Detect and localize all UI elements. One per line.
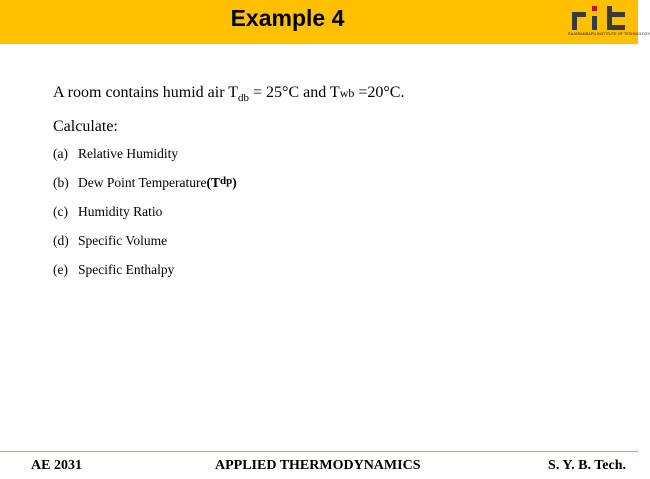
course-code: AE 2031 <box>31 458 82 473</box>
item-text: Humidity Ratio <box>78 204 163 219</box>
item-marker: (a) <box>53 146 68 161</box>
item-text: Relative Humidity <box>78 146 179 161</box>
class-name: S. Y. B. Tech. <box>548 458 626 473</box>
rit-logo-mark <box>568 4 634 32</box>
list-item <box>53 262 237 291</box>
header-bar <box>0 0 650 44</box>
problem-statement <box>53 82 613 104</box>
statement-text-3: =20°C. <box>354 84 405 101</box>
item-text: Specific Enthalpy <box>78 262 175 277</box>
db-subscript: db <box>238 92 250 104</box>
statement-text-2: = 25°C and T <box>249 84 340 101</box>
logo-caption: RAJARAMBAPU INSTITUTE OF TECHNOLOGY <box>568 32 650 36</box>
question-list <box>53 146 237 291</box>
tdp-close: ) <box>232 175 237 190</box>
list-item <box>53 204 237 233</box>
list-item <box>53 233 237 262</box>
statement-text-1: A room contains humid air T <box>53 84 239 101</box>
list-item <box>53 175 237 204</box>
item-marker: (e) <box>53 262 68 277</box>
slide-title: Example 4 <box>230 5 345 31</box>
item-marker: (c) <box>53 204 68 219</box>
item-marker: (b) <box>53 175 69 190</box>
list-item <box>53 146 237 175</box>
course-name: APPLIED THERMODYNAMICS <box>215 458 421 473</box>
rit-logo <box>568 4 650 40</box>
item-text: Dew Point Temperature <box>78 175 207 190</box>
tdp-symbol: (T <box>206 175 221 190</box>
problem-content <box>53 82 613 277</box>
footer-bar <box>0 451 638 479</box>
item-text: Specific Volume <box>78 233 168 248</box>
calculate-label: Calculate: <box>53 118 118 135</box>
item-marker: (d) <box>53 233 69 248</box>
wb-subscript: wb <box>339 86 355 100</box>
dp-subscript: dp <box>220 175 233 187</box>
